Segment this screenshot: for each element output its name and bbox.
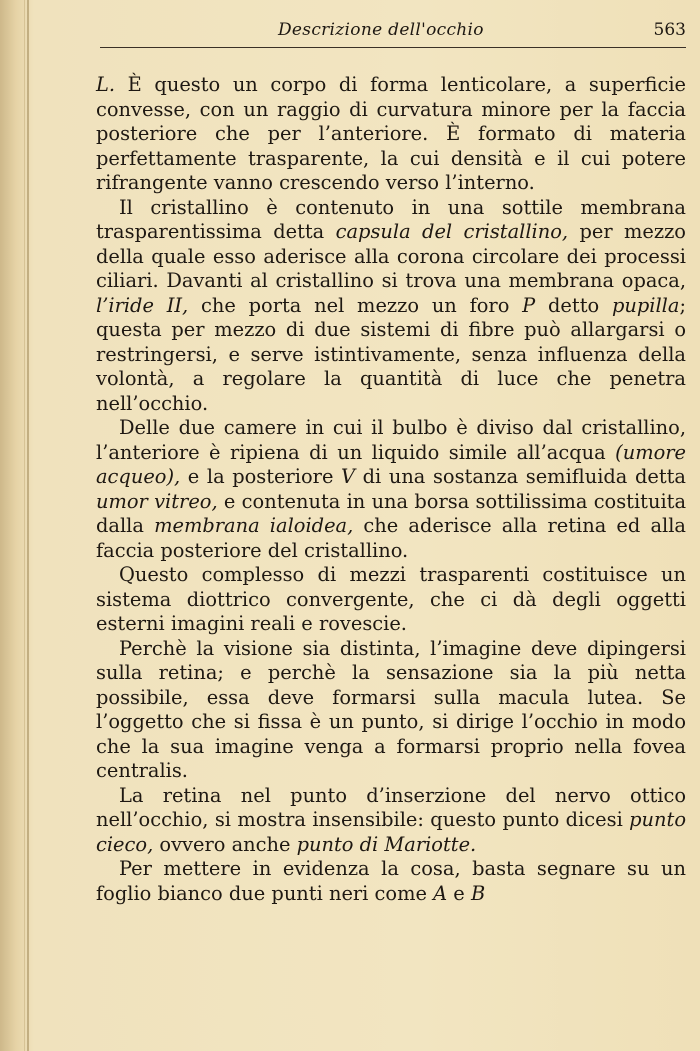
paragraph-chambers: Delle due camere in cui il bulbo è diviso dal cristallino, l’anteriore è ripiena di un liquido simile all’acqua (umore acqueo), e la posteriore V di una sostanza semifluida detta umor vitreo, e contenuta in una borsa sottilissima costituita dalla membrana ialoidea, che aderisce alla retina ed alla faccia posteriore del cristallino. <box>96 416 687 562</box>
running-title: Descrizione dell'occhio <box>278 20 484 40</box>
paragraph-experiment: Per mettere in evidenza la cosa, basta segnare su un foglio bianco due punti neri come A e B <box>96 857 686 905</box>
paragraph-distinct-vision: Perchè la visione sia distinta, l’imagine deve dipingersi sulla retina; e perchè la sensazione sia la più netta possibile, essa deve formarsi sulla macula lutea. Se l’oggetto che si fissa è un punto, si dirige l’occhio in modo che la sua imagine venga a formarsi proprio nella fovea centralis. <box>96 636 686 782</box>
paragraph-dioptric-system: Questo complesso di mezzi trasparenti costituisce un sistema diottrico convergente, che ci dà degli oggetti esterni imagini reali e rovescie. <box>96 563 686 635</box>
page-gutter-shadow <box>24 0 25 1051</box>
paragraph-crystalline: Il cristallino è contenuto in una sottile membrana trasparentissima detta capsula del cristallino, per mezzo della quale esso aderisce alla corona circolare dei processi ciliari. Davanti al cristallino si trova una membrana opaca, l’iride II, che porta nel mezzo un foro P detto pupilla; questa per mezzo di due sistemi di fibre può allargarsi o restringersi, e serve istintivamente, senza influenza della volontà, a regolare la quantità di luce che penetra nell’occhio. <box>96 195 686 415</box>
header-rule <box>100 47 686 48</box>
paragraph-lens: L. È questo un corpo di forma lenticolare, a superficie convesse, con un raggio di curvatura minore per la faccia posteriore che per l’anteriore. È formato di materia perfettamente trasparente, la cui densità e il cui potere rifrangente vanno crescendo verso l’interno. <box>96 73 686 194</box>
page-gutter-line <box>27 0 29 1051</box>
page-number: 563 <box>653 20 686 40</box>
label-L: L. <box>96 73 116 96</box>
paragraph-blind-spot: La retina nel punto d’inserzione del nervo ottico nell’occhio, si mostra insensibile: questo punto dicesi punto cieco, ovvero anche punto di Mariotte. <box>96 783 686 856</box>
body-text <box>96 73 686 906</box>
page-header <box>100 20 690 46</box>
